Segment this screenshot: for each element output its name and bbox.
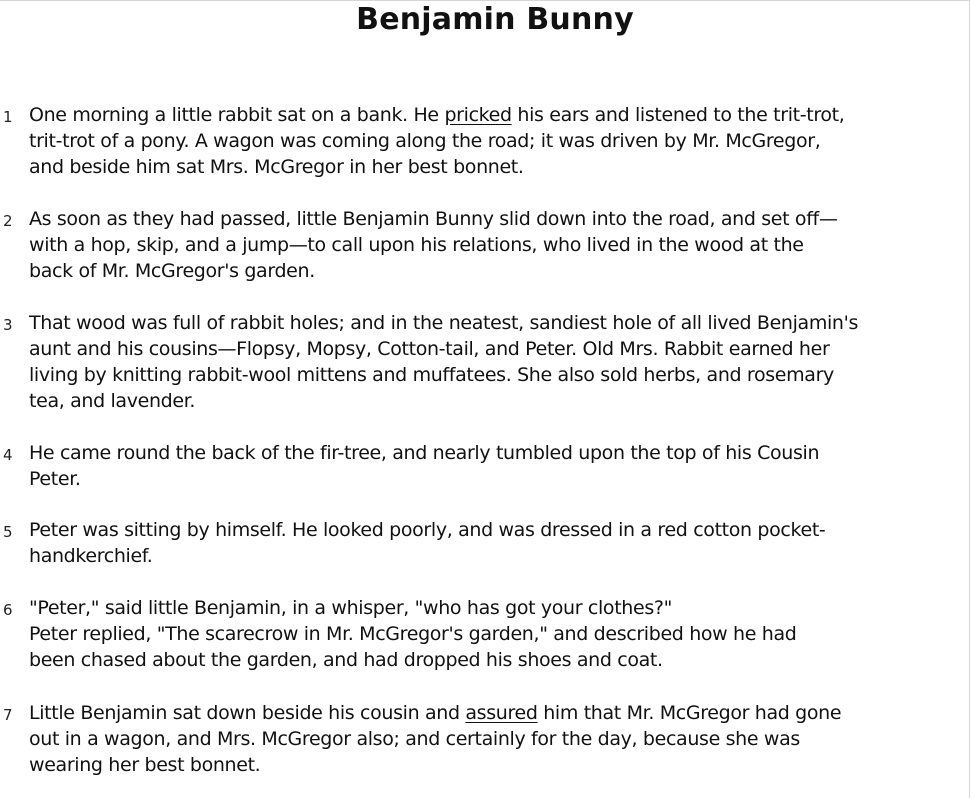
paragraph-text <box>29 102 964 180</box>
text-line: living by knitting rabbit-wool mittens and muffatees. She also sold herbs, and rosemary <box>29 364 834 386</box>
paragraph-number: 5 <box>3 523 13 541</box>
text-line: handkerchief. <box>29 545 153 567</box>
text-line: Peter. <box>29 468 81 490</box>
text-line: Peter was sitting by himself. He looked poorly, and was dressed in a red cotton pocket- <box>29 519 826 541</box>
text-line: One morning a little rabbit sat on a bank. He pricked his ears and listened to the trit-trot, <box>29 104 845 126</box>
text-line: trit-trot of a pony. A wagon was coming along the road; it was driven by Mr. McGregor, <box>29 130 821 152</box>
paragraph-number: 1 <box>3 108 13 126</box>
paragraph-number: 3 <box>3 316 13 334</box>
text-line: "Peter," said little Benjamin, in a whisper, "who has got your clothes?" <box>29 597 673 619</box>
text-line: back of Mr. McGregor's garden. <box>29 260 315 282</box>
paragraph-text <box>29 595 964 673</box>
paragraph-number: 7 <box>3 706 13 724</box>
paragraph-number: 6 <box>3 601 13 619</box>
paragraph-number: 2 <box>3 212 13 230</box>
paragraph-text <box>29 206 964 284</box>
document-title: Benjamin Bunny <box>356 2 634 37</box>
text-line: and beside him sat Mrs. McGregor in her best bonnet. <box>29 156 524 178</box>
text-line: with a hop, skip, and a jump—to call upon his relations, who lived in the wood at the <box>29 234 804 256</box>
paragraph-text <box>29 310 964 414</box>
vocabulary-word-pricked[interactable]: pricked <box>444 104 512 126</box>
text-line: Peter replied, "The scarecrow in Mr. McGregor's garden," and described how he had <box>29 623 797 645</box>
paragraph-text <box>29 440 964 492</box>
paragraph-text <box>29 517 964 569</box>
text-line: out in a wagon, and Mrs. McGregor also; and certainly for the day, because she was <box>29 728 800 750</box>
vocabulary-word-assured[interactable]: assured <box>465 702 538 724</box>
text-line: been chased about the garden, and had dropped his shoes and coat. <box>29 649 663 671</box>
text-line: Little Benjamin sat down beside his cousin and assured him that Mr. McGregor had gone <box>29 702 842 724</box>
text-line: That wood was full of rabbit holes; and in the neatest, sandiest hole of all lived Benjamin's <box>29 312 859 334</box>
text-line: tea, and lavender. <box>29 390 196 412</box>
paragraph-number: 4 <box>3 446 13 464</box>
text-line: aunt and his cousins—Flopsy, Mopsy, Cotton-tail, and Peter. Old Mrs. Rabbit earned her <box>29 338 830 360</box>
text-line: He came round the back of the fir-tree, and nearly tumbled upon the top of his Cousin <box>29 442 820 464</box>
text-line: wearing her best bonnet. <box>29 754 261 776</box>
text-line: As soon as they had passed, little Benjamin Bunny slid down into the road, and set off— <box>29 208 838 230</box>
paragraph-text <box>29 700 964 778</box>
